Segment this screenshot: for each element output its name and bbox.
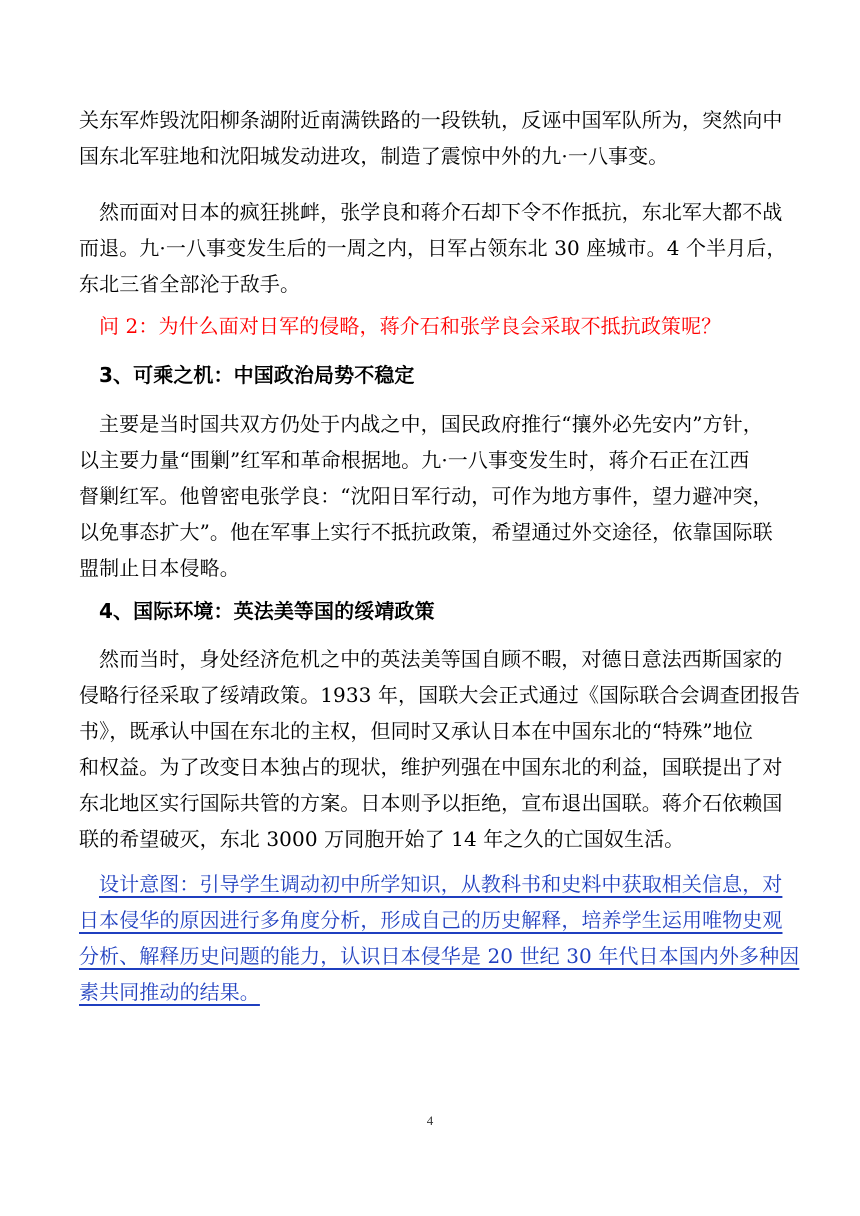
- text-line: 而退。九·一八事变发生后的一周之内，日军占领东北 30 座城市。4 个半月后，: [79, 236, 787, 260]
- text-line: 联的希望破灭，东北 3000 万同胞开始了 14 年之久的亡国奴生活。: [79, 827, 685, 851]
- paragraph-international: [79, 641, 801, 857]
- text-line: 以主要力量“围剿”红军和革命根据地。九·一八事变发生时，蒋介石正在江西: [79, 448, 750, 472]
- paragraph-nonresistance: [79, 194, 789, 302]
- text-line: 然而当时，身处经济危机之中的英法美等国自顾不暇，对德日意法西斯国家的: [99, 647, 783, 671]
- design-intent-note: [79, 866, 800, 1010]
- heading-text: 3、可乘之机：中国政治局势不稳定: [99, 363, 415, 387]
- text-line: 以免事态扩大”。他在军事上实行不抵抗政策，希望通过外交途径，依靠国际联: [79, 520, 773, 544]
- text-line: 主要是当时国共双方仍处于内战之中，国民政府推行“攘外必先安内”方针，: [99, 412, 763, 436]
- text-line: 书》，既承认中国在东北的主权，但同时又承认日本在中国东北的“特殊”地位: [79, 719, 753, 743]
- text-line: 侵略行径采取了绥靖政策。1933 年，国联大会正式通过《国际联合会调查团报告: [79, 683, 801, 707]
- section-heading-4: [79, 593, 789, 629]
- page-number: 4: [426, 1113, 434, 1128]
- text-line: 设计意图：引导学生调动初中所学知识，从教科书和史料中获取相关信息，对: [99, 872, 783, 896]
- text-line: 关东军炸毁沈阳柳条湖附近南满铁路的一段铁轨，反诬中国军队所为，突然向中: [79, 108, 783, 132]
- paragraph-domestic-politics: [79, 406, 789, 586]
- text-line: 东北三省全部沦于敌手。: [79, 272, 301, 296]
- paragraph-continuation: [79, 102, 789, 174]
- text-line: 国东北军驻地和沈阳城发动进攻，制造了震惊中外的九·一八事变。: [79, 144, 669, 168]
- text-line: 然而面对日本的疯狂挑衅，张学良和蒋介石却下令不作抵抗，东北军大都不战: [99, 200, 783, 224]
- text-line: 日本侵华的原因进行多角度分析，形成自己的历史解释，培养学生运用唯物史观: [79, 908, 783, 932]
- text-line: 和权益。为了改变日本独占的现状，维护列强在中国东北的利益，国联提出了对: [79, 755, 783, 779]
- question-2: [79, 308, 789, 344]
- heading-text: 4、国际环境：英法美等国的绥靖政策: [99, 599, 435, 623]
- text-line: 东北地区实行国际共管的方案。日本则予以拒绝，宣布退出国联。蒋介石依赖国: [79, 791, 783, 815]
- text-line: 素共同推动的结果。: [79, 980, 260, 1004]
- text-line: 分析、解释历史问题的能力，认识日本侵华是 20 世纪 30 年代日本国内外多种因: [79, 944, 800, 968]
- text-line: 督剿红军。他曾密电张学良：“沈阳日军行动，可作为地方事件，望力避冲突，: [79, 484, 773, 508]
- text-line: 盟制止日本侵略。: [79, 556, 240, 580]
- question-text: 问 2：为什么面对日军的侵略，蒋介石和张学良会采取不抵抗政策呢？: [99, 314, 722, 338]
- section-heading-3: [79, 357, 789, 393]
